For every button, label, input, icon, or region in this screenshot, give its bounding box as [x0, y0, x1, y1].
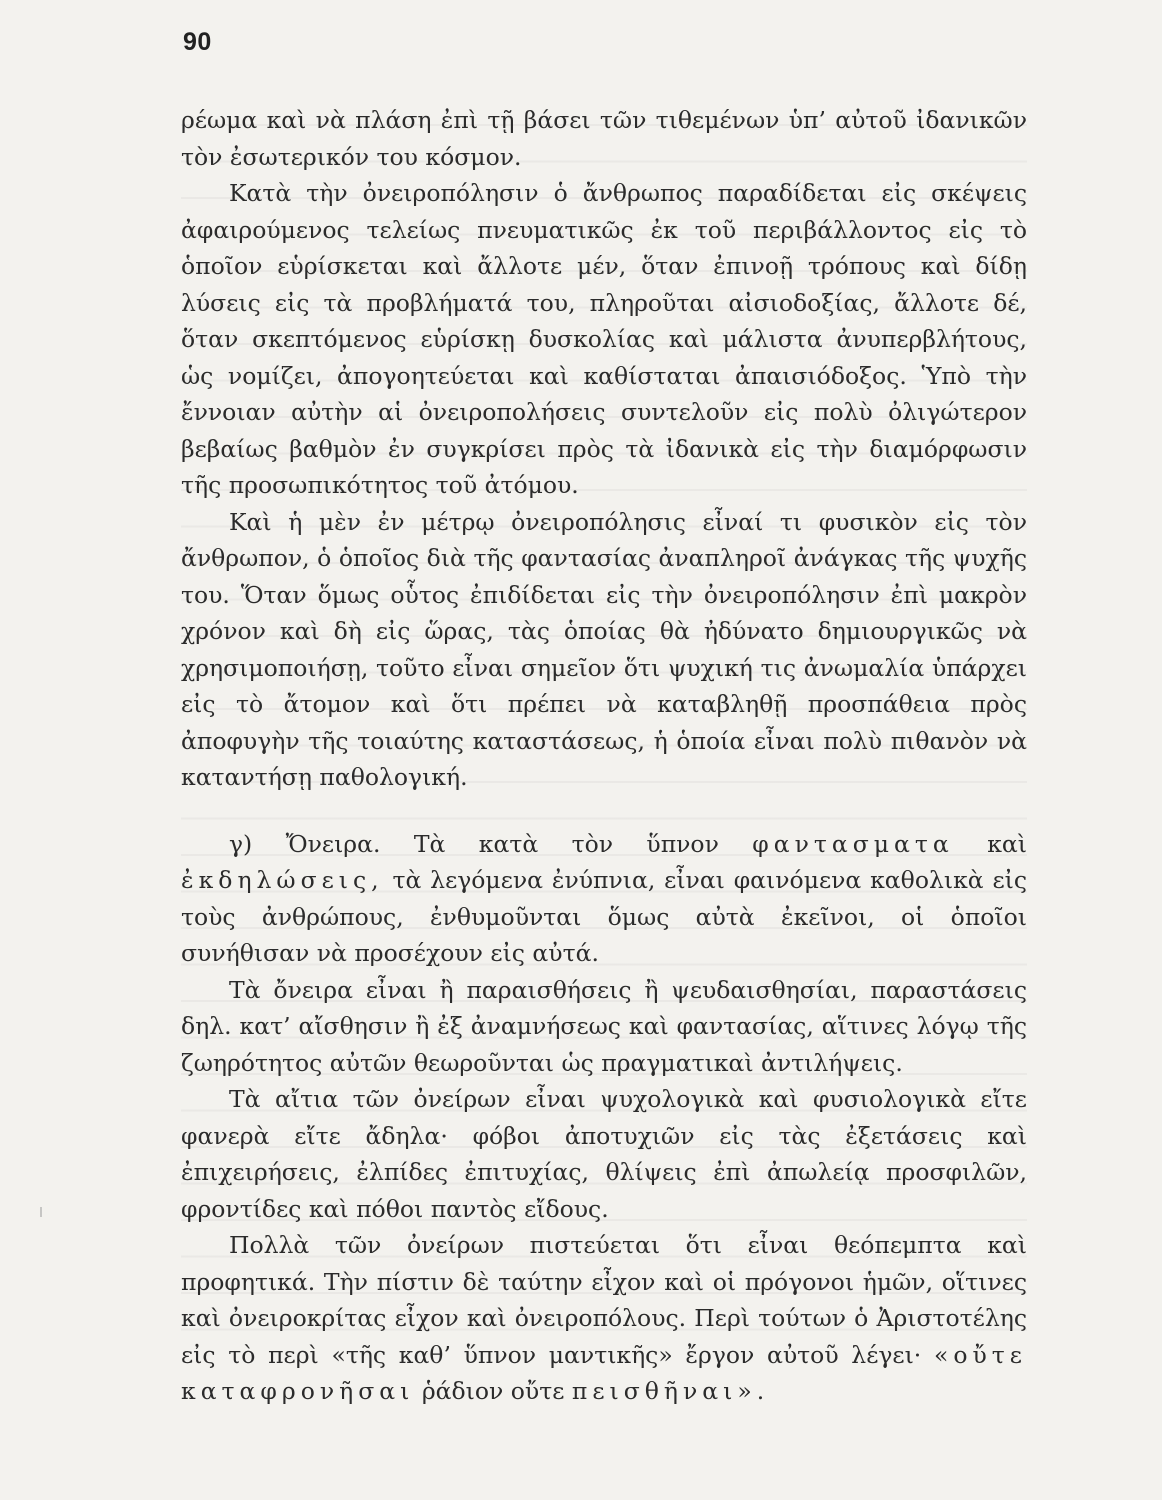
aristotle-quote-mid: ῥάδιον οὔτε — [421, 1377, 565, 1405]
dreams-heading-conjunction: καὶ — [987, 829, 1027, 858]
margin-mark — [40, 1207, 42, 1217]
paragraph-continuation: ρέωμα καὶ νὰ πλάση ἐπὶ τῇ βάσει τῶν τιθεμένων ὑπ’ αὐτοῦ ἰδανικῶν τὸν ἐσωτερικόν του κόσμον. — [181, 106, 1027, 171]
paragraph-dreams-definition: Τὰ ὄνειρα εἶναι ἢ παραισθήσεις ἢ ψευδαισθησίαι, παραστάσεις δηλ. κατ’ αἴσθησιν ἢ ἐξ ἀναμνήσεως καὶ φαντασίας, αἵτινες λόγῳ τῆς ζωηρότητος αὐτῶν θεωροῦνται ὡς πραγματικαὶ ἀντιλήψεις. — [181, 975, 1027, 1077]
paragraph-prophetic-dreams — [181, 1227, 1027, 1410]
prophetic-dreams-text: Πολλὰ τῶν ὀνείρων πιστεύεται ὅτι εἶναι θεόπεμπτα καὶ προφητικά. Τὴν πίστιν δὲ ταύτην εἶχον καὶ οἱ πρόγονοι ἡμῶν, οἵτινες καὶ ὀνειροκρίτας εἶχον καὶ ὀνειροπόλους. Περὶ τούτων ὁ Ἀριστοτέλης εἰς τὸ περὶ «τῆς καθ’ ὕπνον μαντικῆς» ἔργον αὐτοῦ λέγει· — [181, 1231, 1027, 1369]
spaced-term-phantasms: φαντασματα — [752, 829, 954, 858]
paragraph-dreams-heading — [181, 826, 1027, 972]
aristotle-quote-part1: «οὔτε καταφρονῆσαι — [181, 1340, 1027, 1405]
dreams-heading-rest: τὰ λεγόμενα ἐνύπνια, εἶναι φαινόμενα καθολικὰ εἰς τοὺς ἀνθρώπους, ἐνθυμοῦνται ὅμως αὐτὰ ἐκεῖνοι, οἱ ὁποῖοι συνήθισαν νὰ προσέχουν εἰς αὐτά. — [181, 866, 1027, 967]
paragraph-daydreaming: Κατὰ τὴν ὀνειροπόλησιν ὁ ἄνθρωπος παραδίδεται εἰς σκέψεις ἀφαιρούμενος τελείως πνευματικῶς ἐκ τοῦ περιβάλλοντος εἰς τὸ ὁποῖον εὑρίσκεται καὶ ἄλλοτε μέν, ὅταν ἐπινοῇ τρόπους καὶ δίδῃ λύσεις εἰς τὰ προβλήματά του, πληροῦται αἰσιοδοξίας, ἄλλοτε δέ, ὅταν σκεπτόμενος εὑρίσκῃ δυσκολίας καὶ μάλιστα ἀνυπερβλήτους, ὡς νομίζει, ἀπογοητεύεται καὶ καθίσταται ἀπαισιόδοξος. Ὑπὸ τὴν ἔννοιαν αὐτὴν αἱ ὀνειροπολήσεις συντελοῦν εἰς πολὺ ὀλιγώτερον βεβαίως βαθμὸν ἐν συγκρίσει πρὸς τὰ ἰδανικὰ εἰς τὴν διαμόρφωσιν τῆς προσωπικότητος τοῦ ἀτόμου. — [181, 179, 1027, 499]
paragraph-dreams-causes: Τὰ αἴτια τῶν ὀνείρων εἶναι ψυχολογικὰ καὶ φυσιολογικὰ εἴτε φανερὰ εἴτε ἄδηλα· φόβοι ἀποτυχιῶν εἰς τὰς ἐξετάσεις καὶ ἐπιχειρήσεις, ἐλπίδες ἐπιτυχίας, θλίψεις ἐπὶ ἀπωλείᾳ προσφιλῶν, φροντίδες καὶ πόθοι παντὸς εἴδους. — [181, 1085, 1027, 1223]
body-text — [181, 102, 1027, 1410]
dreams-heading-lead: γ) Ὄνειρα. Τὰ κατὰ τὸν ὕπνον — [229, 829, 719, 858]
spaced-term-manifestations: ἐκδηλώσεις, — [181, 866, 384, 894]
page-number: 90 — [183, 28, 212, 56]
paragraph-excessive-daydreaming: Καὶ ἡ μὲν ἐν μέτρῳ ὀνειροπόλησις εἶναί τι φυσικὸν εἰς τὸν ἄνθρωπον, ὁ ὁποῖος διὰ τῆς φαντασίας ἀναπληροῖ ἀνάγκας τῆς ψυχῆς του. Ὅταν ὅμως οὗτος ἐπιδίδεται εἰς τὴν ὀνειροπόλησιν ἐπὶ μακρὸν χρόνον καὶ δὴ εἰς ὥρας, τὰς ὁποίας θὰ ἠδύνατο δημιουργικῶς νὰ χρησιμοποιήσῃ, τοῦτο εἶναι σημεῖον ὅτι ψυχική τις ἀνωμαλία ὑπάρχει εἰς τὸ ἄτομον καὶ ὅτι πρέπει νὰ καταβληθῇ προσπάθεια πρὸς ἀποφυγὴν τῆς τοιαύτης καταστάσεως, ἡ ὁποία εἶναι πολὺ πιθανὸν νὰ καταντήσῃ παθολογική. — [181, 507, 1027, 791]
aristotle-quote-part2: πεισθῆναι». — [571, 1377, 770, 1405]
